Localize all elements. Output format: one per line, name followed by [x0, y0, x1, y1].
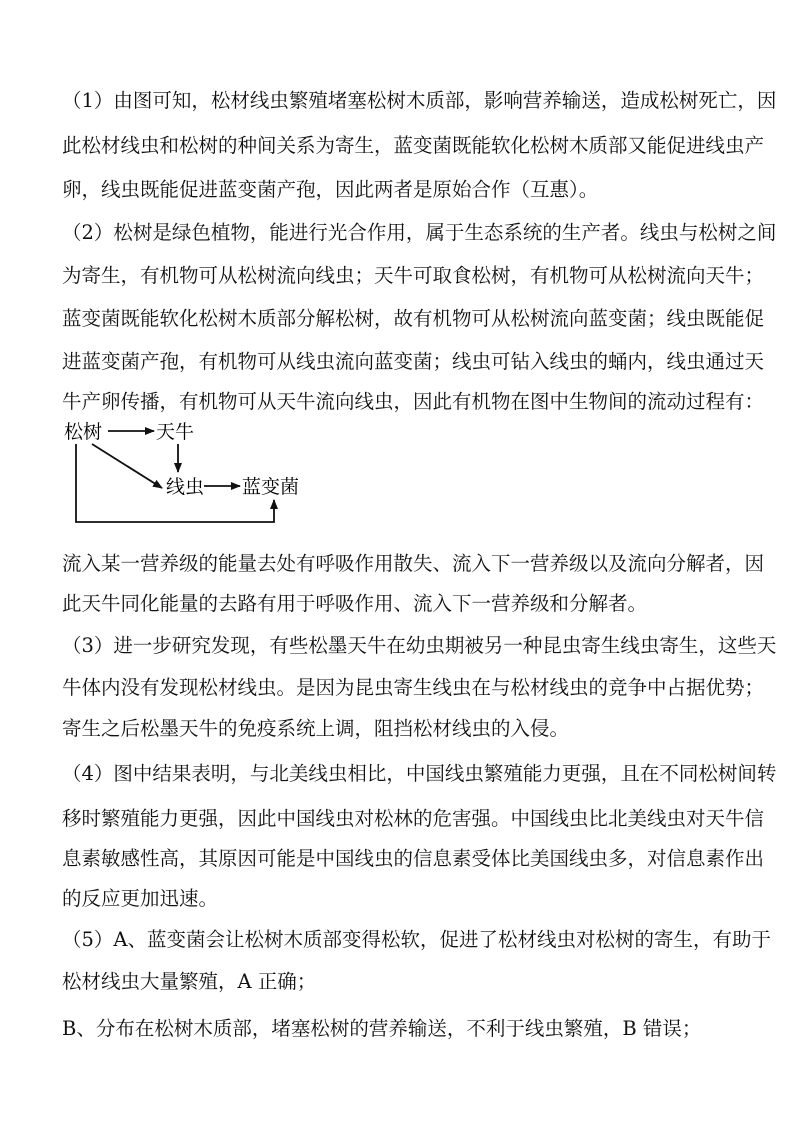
text-line: 此松材线虫和松树的种间关系为寄生，蓝变菌既能软化松树木质部又能促进线虫产: [62, 134, 765, 157]
node-nematode: 线虫: [166, 476, 205, 498]
text-line: 蓝变菌既能软化松树木质部分解松树，故有机物可从松树流向蓝变菌；线虫既能促: [62, 307, 765, 330]
node-fungus: 蓝变菌: [242, 476, 300, 498]
organic-matter-flow-diagram: [62, 410, 322, 534]
text-line: （5）A、蓝变菌会让松树木质部变得松软，促进了松材线虫对松树的寄生，有助于: [62, 928, 771, 951]
node-beetle: 天牛: [156, 421, 195, 443]
text-line: 牛产卵传播，有机物可从天牛流向线虫，因此有机物在图中生物间的流动过程有：: [62, 390, 765, 413]
text-line: 松材线虫大量繁殖，A 正确；: [62, 970, 317, 993]
text-line: 为寄生，有机物可从松树流向线虫；天牛可取食松树，有机物可从松树流向天牛；: [62, 264, 765, 287]
text-line: 移时繁殖能力更强，因此中国线虫对松林的危害强。中国线虫比北美线虫对天牛信: [62, 807, 765, 830]
arrow-pine-to-nematode: [92, 444, 162, 488]
text-line: B、分布在松树木质部，堵塞松树的营养输送，不利于线虫繁殖，B 错误；: [62, 1017, 702, 1040]
text-line: 进蓝变菌产孢，有机物可从线虫流向蓝变菌；线虫可钻入线虫的蛹内，线虫通过天: [62, 350, 765, 373]
node-pine: 松树: [64, 421, 103, 443]
text-line: 牛体内没有发现松材线虫。是因为昆虫寄生线虫在与松材线虫的竞争中占据优势；: [62, 676, 765, 699]
text-line: （4）图中结果表明，与北美线虫相比，中国线虫繁殖能力更强，且在不同松树间转: [62, 762, 777, 785]
text-line: 此天牛同化能量的去路有用于呼吸作用、流入下一营养级和分解者。: [62, 592, 648, 615]
text-line: 卵，线虫既能促进蓝变菌产孢，因此两者是原始合作（互惠）。: [62, 178, 599, 201]
text-line: （2）松树是绿色植物，能进行光合作用，属于生态系统的生产者。线虫与松树之间: [62, 221, 777, 244]
text-line: 的反应更加迅速。: [62, 887, 219, 910]
text-line: （3）进一步研究发现，有些松墨天牛在幼虫期被另一种昆虫寄生线虫寄生，这些天: [62, 634, 777, 657]
text-line: 寄生之后松墨天牛的免疫系统上调，阻挡松材线虫的入侵。: [62, 717, 570, 740]
text-line: 息素敏感性高，其原因可能是中国线虫的信息素受体比美国线虫多，对信息素作出: [62, 847, 765, 870]
text-line: （1）由图可知，松材线虫繁殖堵塞松树木质部，影响营养输送，造成松树死亡，因: [62, 89, 777, 112]
text-line: 流入某一营养级的能量去处有呼吸作用散失、流入下一营养级以及流向分解者，因: [62, 552, 765, 575]
